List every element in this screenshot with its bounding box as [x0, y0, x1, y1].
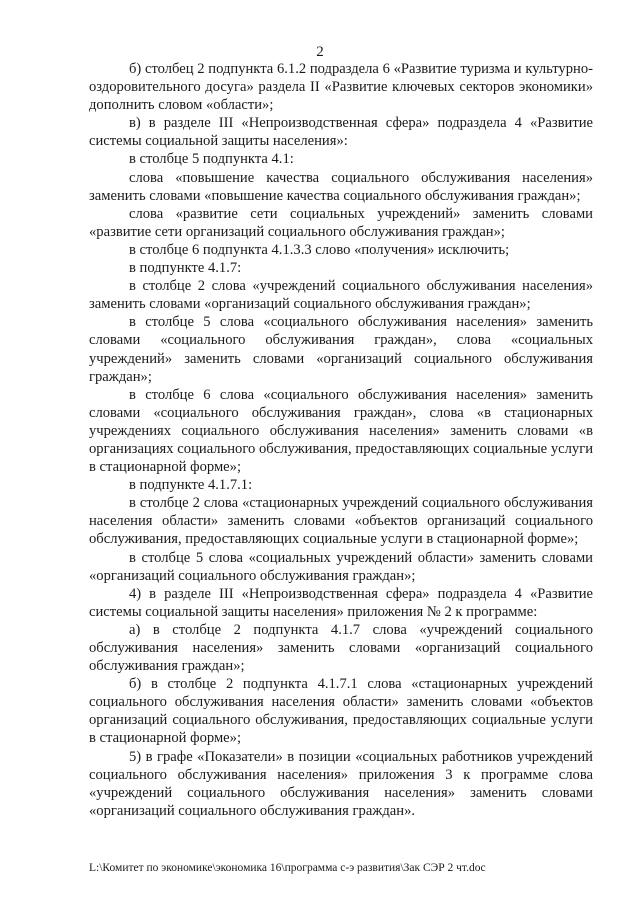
paragraph: в столбце 5 слова «социальных учреждений области» заменить словами «организаций социального обслуживания граждан»;	[89, 549, 593, 584]
paragraph: в столбце 5 слова «социального обслуживания населения» заменить словами «социального обслуживания граждан», слова «социальных учреждений» заменить словами «организаций социального обслуживания граждан»;	[89, 314, 593, 385]
paragraph: в столбце 2 слова «стационарных учреждений социального обслуживания населения области» заменить словами «объектов организаций социального обслуживания, предоставляющих социальные услуги в стационарной форме»;	[89, 495, 593, 548]
paragraph: в столбце 5 подпункта 4.1:	[129, 151, 294, 168]
paragraph: а) в столбце 2 подпункта 4.1.7 слова «учреждений социального обслуживания населения» заменить словами «организаций социального обслуживания граждан»;	[89, 621, 593, 675]
paragraph: б) в столбце 2 подпункта 4.1.7.1 слова «стационарных учреждений социального обслуживания населения области» заменить словами «объектов организаций социального обслуживания, предоставляющих социальные услуги в стационарной форме»;	[89, 676, 593, 747]
file-path-footer: L:\Комитет по экономике\экономика 16\программа с-э развития\Зак СЭР 2 чт.doc	[89, 862, 486, 874]
paragraph: в столбце 2 слова «учреждений социального обслуживания населения» заменить словами «организаций социального обслуживания граждан»;	[89, 278, 593, 313]
page-number: 2	[316, 44, 324, 60]
paragraph: в) в разделе III «Непроизводственная сфера» подраздела 4 «Развитие системы социальной защиты населения»:	[89, 115, 593, 150]
paragraph: слова «развитие сети социальных учреждений» заменить словами «развитие сети организаций социального обслуживания граждан»;	[89, 205, 593, 240]
document-body	[89, 60, 593, 820]
paragraph: 5) в графе «Показатели» в позиции «социальных работников учреждений социального обслуживания населения» приложения 3 к программе слова «учреждений социального обслуживания населения» заменить словами «организаций социального обслуживания граждан».	[89, 748, 593, 819]
paragraph: в подпункте 4.1.7:	[129, 260, 242, 277]
paragraph: в столбце 6 слова «социального обслуживания населения» заменить словами «социального обслуживания граждан», слова «в стационарных учреждениях социального обслуживания населения» заменить словами «в организациях социального обслуживания, предоставляющих социальные услуги в стационарной форме»;	[89, 386, 593, 476]
paragraph: в столбце 6 подпункта 4.1.3.3 слово «получения» исключить;	[129, 241, 510, 258]
paragraph: в подпункте 4.1.7.1:	[129, 477, 253, 494]
paragraph: 4) в разделе III «Непроизводственная сфера» подраздела 4 «Развитие системы социальной защиты населения» приложения № 2 к программе:	[89, 585, 593, 620]
paragraph: б) столбец 2 подпункта 6.1.2 подраздела 6 «Развитие туризма и культурно-оздоровительного досуга» раздела II «Развитие ключевых секторов экономики» дополнить словом «области»;	[89, 61, 593, 114]
paragraph: слова «повышение качества социального обслуживания населения» заменить словами «повышение качества социального обслуживания граждан»;	[89, 169, 593, 204]
